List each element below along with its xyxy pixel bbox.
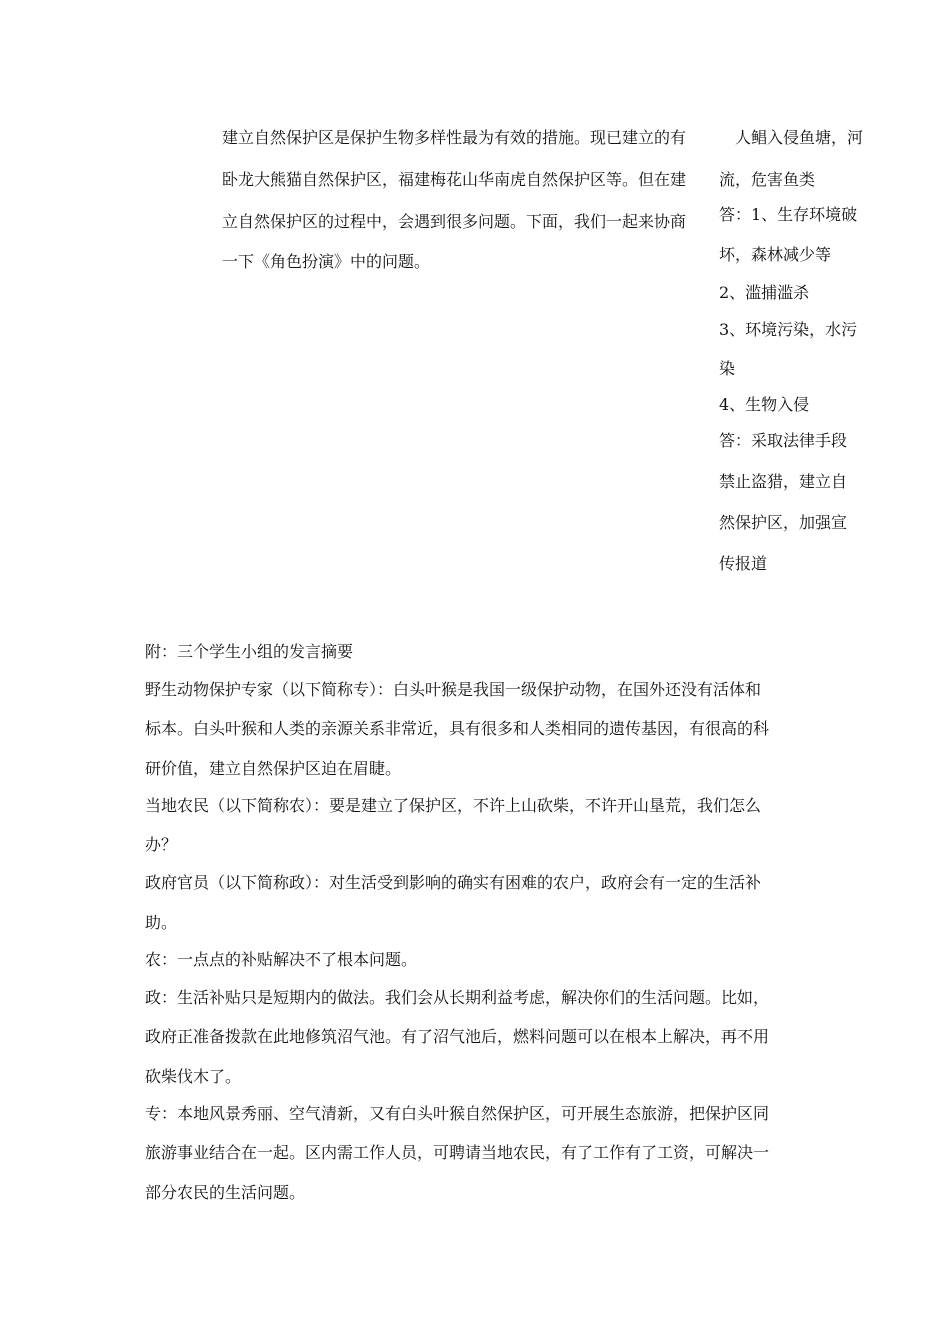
appendix-line: 研价值，建立自然保护区迫在眉睫。	[145, 759, 402, 778]
appendix-line: 部分农民的生活问题。	[145, 1183, 306, 1202]
answer-line: 答：采取法律手段	[719, 431, 848, 450]
appendix-heading: 附：三个学生小组的发言摘要	[145, 642, 354, 661]
appendix-line: 野生动物保护专家（以下简称专）：白头叶猴是我国一级保护动物，在国外还没有活体和	[145, 680, 762, 699]
appendix-line: 当地农民（以下简称农）：要是建立了保护区，不许上山砍柴，不许开山垦荒，我们怎么	[145, 796, 762, 815]
answer-line: 2、滥捕滥杀	[719, 283, 810, 302]
answer-line: 坏，森林减少等	[719, 245, 832, 264]
intro-line: 建立自然保护区是保护生物多样性最为有效的措施。现已建立的有	[222, 128, 687, 147]
intro-line: 卧龙大熊猫自然保护区，福建梅花山华南虎自然保护区等。但在建	[222, 170, 687, 189]
appendix-line: 旅游事业结合在一起。区内需工作人员，可聘请当地农民，有了工作有了工资，可解决一	[145, 1143, 770, 1162]
appendix-line: 政府官员（以下简称政）：对生活受到影响的确实有困难的农户，政府会有一定的生活补	[145, 873, 762, 892]
appendix-line: 农：一点点的补贴解决不了根本问题。	[145, 950, 418, 969]
appendix-line: 标本。白头叶猴和人类的亲源关系非常近，具有很多和人类相同的遗传基因，有很高的科	[145, 719, 770, 738]
appendix-line: 办？	[145, 835, 178, 854]
overlap-fragment: 流，危害鱼类	[719, 170, 816, 189]
answer-line: 传报道	[719, 554, 768, 573]
answer-line: 禁止盗猎，建立自	[719, 472, 848, 491]
answer-line: 然保护区，加强宣	[719, 513, 848, 532]
answer-line: 3、环境污染，水污	[719, 320, 858, 339]
overlap-fragment: 人鲳入侵鱼塘，河	[735, 128, 864, 147]
appendix-line: 助。	[145, 913, 178, 932]
answer-line: 4、生物入侵	[719, 395, 810, 414]
appendix-line: 专：本地风景秀丽、空气清新，又有白头叶猴自然保护区，可开展生态旅游，把保护区同	[145, 1104, 770, 1123]
intro-line: 立自然保护区的过程中，会遇到很多问题。下面，我们一起来协商	[222, 212, 687, 231]
appendix-line: 砍柴伐木了。	[145, 1067, 242, 1086]
appendix-line: 政：生活补贴只是短期内的做法。我们会从长期利益考虑，解决你们的生活问题。比如，	[145, 988, 770, 1007]
intro-line: 一下《角色扮演》中的问题。	[222, 252, 431, 271]
appendix-line: 政府正准备拨款在此地修筑沼气池。有了沼气池后，燃料问题可以在根本上解决，再不用	[145, 1027, 770, 1046]
answer-line: 答：1、生存环境破	[719, 205, 858, 224]
answer-line: 染	[719, 359, 736, 378]
